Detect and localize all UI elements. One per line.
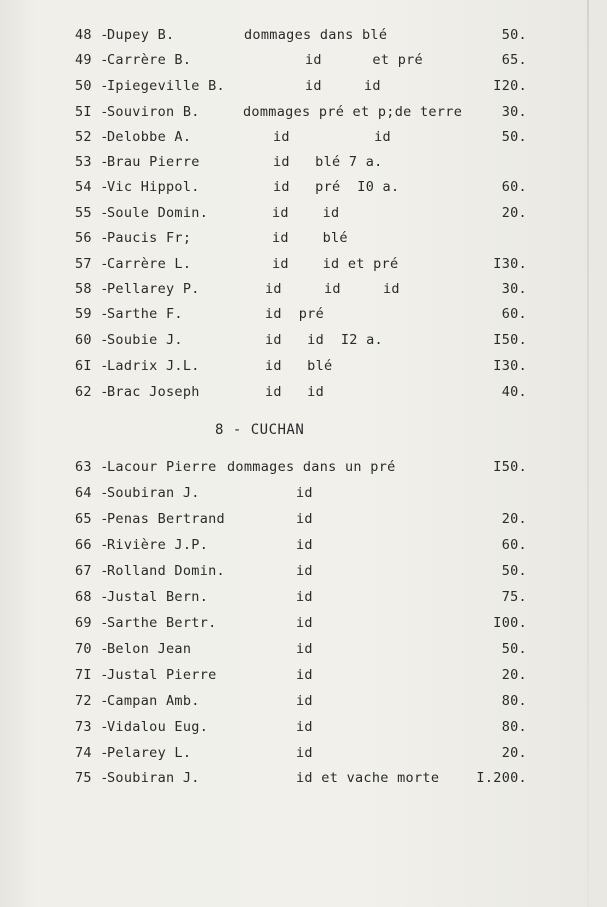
entry-description: id pré I0 a. [273, 179, 400, 195]
entry-name: Sarthe F. [107, 306, 183, 322]
entry-description: id id et pré [272, 256, 399, 272]
entry-number: 50 - [75, 78, 109, 94]
entry-number: 74 - [75, 745, 109, 761]
table-row [0, 75, 607, 97]
entry-amount: 50. [501, 129, 527, 145]
entry-number: 72 - [75, 693, 109, 709]
entry-amount: 60. [501, 179, 527, 195]
section-heading: 8 - CUCHAN [215, 422, 305, 438]
entry-name: Pellarey P. [107, 281, 200, 297]
entry-description: id et vache morte [296, 770, 440, 786]
entry-amount: 80. [501, 693, 527, 709]
table-row [0, 612, 607, 634]
entry-description: id blé [265, 358, 333, 374]
entry-name: Pelarey L. [107, 745, 192, 761]
entry-name: Sarthe Bertr. [107, 615, 217, 631]
table-row [0, 482, 607, 504]
entry-name: Vic Hippol. [107, 179, 200, 195]
entry-name: Carrère L. [107, 256, 192, 272]
entry-number: 55 - [75, 205, 109, 221]
entry-amount: 40. [501, 384, 527, 400]
entry-amount: 60. [501, 306, 527, 322]
entry-name: Carrère B. [107, 52, 192, 68]
entry-number: 49 - [75, 52, 109, 68]
entry-description: id [296, 589, 313, 605]
entry-description: id blé 7 a. [273, 154, 383, 170]
entry-name: Campan Amb. [107, 693, 200, 709]
entry-amount: 50. [501, 563, 527, 579]
entry-amount: 30. [501, 104, 527, 120]
entry-amount: 50. [501, 27, 527, 43]
entry-number: 57 - [75, 256, 109, 272]
entry-number: 52 - [75, 129, 109, 145]
entry-amount: I30. [493, 358, 527, 374]
entry-number: 58 - [75, 281, 109, 297]
entry-number: 67 - [75, 563, 109, 579]
entry-number: 48 - [75, 27, 109, 43]
entry-description: id [296, 745, 313, 761]
table-row [0, 508, 607, 530]
entry-amount: 80. [501, 719, 527, 735]
entry-name: Delobbe A. [107, 129, 192, 145]
entry-name: Brac Joseph [107, 384, 200, 400]
entry-amount: 50. [501, 641, 527, 657]
entry-description: id [296, 485, 313, 501]
entry-description: id id [265, 384, 324, 400]
table-row [0, 151, 607, 173]
entry-name: Justal Bern. [107, 589, 209, 605]
entry-amount: 60. [501, 537, 527, 553]
entry-description: id id I2 a. [265, 332, 383, 348]
entry-description: id id [273, 129, 391, 145]
entry-number: 6I - [75, 358, 109, 374]
entry-description: id id [305, 78, 381, 94]
entry-amount: 20. [501, 745, 527, 761]
table-row [0, 49, 607, 71]
entry-number: 65 - [75, 511, 109, 527]
entry-number: 7I - [75, 667, 109, 683]
entry-description: id [296, 641, 313, 657]
entry-amount: I00. [493, 615, 527, 631]
entry-number: 53 - [75, 154, 109, 170]
entry-amount: I.200. [476, 770, 527, 786]
table-row [0, 767, 607, 789]
entry-name: Ladrix J.L. [107, 358, 200, 374]
entry-amount: I30. [493, 256, 527, 272]
entry-name: Dupey B. [107, 27, 175, 43]
table-row [0, 253, 607, 275]
entry-name: Soule Domin. [107, 205, 209, 221]
entry-description: id [296, 719, 313, 735]
entry-number: 70 - [75, 641, 109, 657]
entry-number: 75 - [75, 770, 109, 786]
entry-number: 68 - [75, 589, 109, 605]
entry-amount: I50. [493, 332, 527, 348]
entry-amount: 30. [501, 281, 527, 297]
entry-name: Belon Jean [107, 641, 192, 657]
entry-description: id id [272, 205, 340, 221]
entry-description: dommages pré et p;de terre [243, 104, 463, 120]
entry-description: id blé [272, 230, 348, 246]
entry-amount: I20. [493, 78, 527, 94]
table-row [0, 329, 607, 351]
entry-description: id [296, 667, 313, 683]
table-row [0, 534, 607, 556]
table-row [0, 101, 607, 123]
entry-amount: 65. [501, 52, 527, 68]
entry-amount: 75. [501, 589, 527, 605]
entry-description: id pré [265, 306, 324, 322]
table-row [0, 560, 607, 582]
table-row [0, 456, 607, 478]
entry-description: id [296, 615, 313, 631]
entry-name: Brau Pierre [107, 154, 200, 170]
entry-number: 63 - [75, 459, 109, 475]
entry-name: Rivière J.P. [107, 537, 209, 553]
entry-name: Paucis Fr; [107, 230, 192, 246]
table-row [0, 126, 607, 148]
table-row [0, 278, 607, 300]
entry-name: Lacour Pierre [107, 459, 217, 475]
entry-number: 64 - [75, 485, 109, 501]
entry-amount: 20. [501, 511, 527, 527]
entry-name: Penas Bertrand [107, 511, 225, 527]
entry-number: 5I - [75, 104, 109, 120]
entry-name: Soubiran J. [107, 485, 200, 501]
entry-description: id [296, 693, 313, 709]
entry-description: id id id [265, 281, 400, 297]
entry-name: Soubie J. [107, 332, 183, 348]
table-row [0, 24, 607, 46]
entry-description: dommages dans blé [244, 27, 388, 43]
table-row [0, 716, 607, 738]
entry-amount: 20. [501, 667, 527, 683]
table-row [0, 355, 607, 377]
table-row [0, 202, 607, 224]
entry-amount: 20. [501, 205, 527, 221]
entry-description: id [296, 511, 313, 527]
entry-description: id [296, 537, 313, 553]
table-row [0, 381, 607, 403]
entry-number: 56 - [75, 230, 109, 246]
table-row [0, 227, 607, 249]
table-row [0, 690, 607, 712]
entry-number: 73 - [75, 719, 109, 735]
entry-description: id et pré [305, 52, 423, 68]
entry-amount: I50. [493, 459, 527, 475]
entry-description: dommages dans un pré [227, 459, 396, 475]
entry-name: Soubiran J. [107, 770, 200, 786]
entry-number: 54 - [75, 179, 109, 195]
entry-name: Ipiegeville B. [107, 78, 225, 94]
table-row [0, 664, 607, 686]
table-row [0, 303, 607, 325]
table-row [0, 742, 607, 764]
entry-number: 66 - [75, 537, 109, 553]
entry-name: Rolland Domin. [107, 563, 225, 579]
entry-name: Souviron B. [107, 104, 200, 120]
table-row [0, 586, 607, 608]
table-row [0, 638, 607, 660]
table-row [0, 176, 607, 198]
entry-number: 69 - [75, 615, 109, 631]
entry-name: Vidalou Eug. [107, 719, 209, 735]
entry-number: 60 - [75, 332, 109, 348]
entry-name: Justal Pierre [107, 667, 217, 683]
entry-number: 59 - [75, 306, 109, 322]
entry-description: id [296, 563, 313, 579]
entry-number: 62 - [75, 384, 109, 400]
